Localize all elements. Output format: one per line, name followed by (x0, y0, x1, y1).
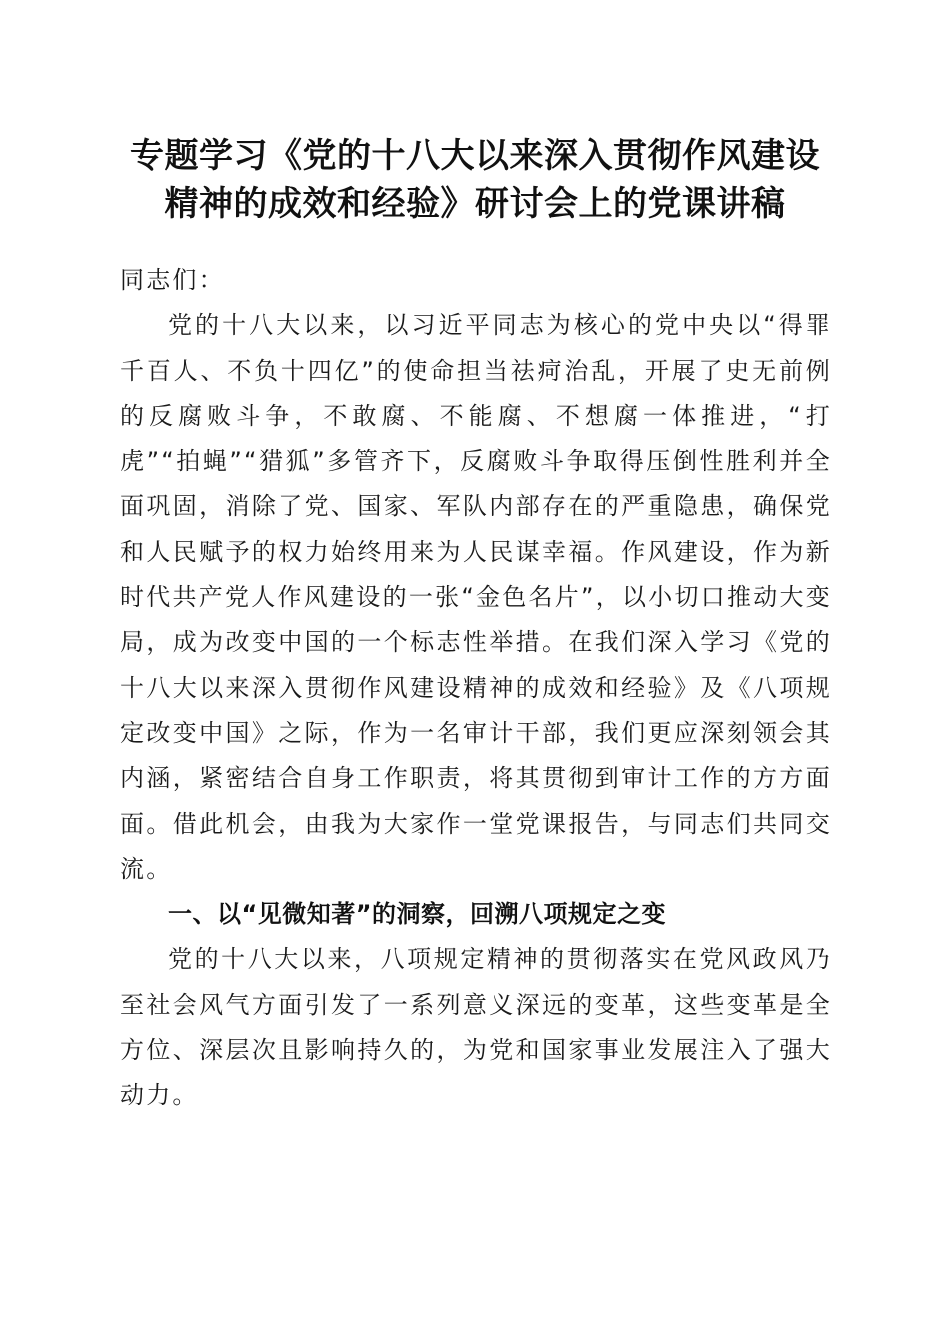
document-title (100, 132, 850, 228)
salutation: 同志们： (120, 266, 225, 294)
paragraph-section-1: 党的十八大以来，八项规定精神的贯彻落实在党风政风乃至社会风气方面引发了一系列意义深远的变革，这些变革是全方位、深层次且影响持久的，为党和国家事业发展注入了强大动力。 (120, 945, 832, 1110)
title-line-1: 专题学习《党的十八大以来深入贯彻作风建设 (130, 136, 820, 176)
section-heading-1: 一、以“见微知著”的洞察，回溯八项规定之变 (168, 900, 667, 929)
title-line-2: 精神的成效和经验》研讨会上的党课讲稿 (164, 184, 786, 224)
document-body (120, 258, 832, 1119)
paragraph-intro: 党的十八大以来，以习近平同志为核心的党中央以“得罪千百人、不负十四亿”的使命担当祛疴治乱，开展了史无前例的反腐败斗争，不敢腐、不能腐、不想腐一体推进，“打虎”“拍蝇”“猎狐”多管齐下，反腐败斗争取得压倒性胜利并全面巩固，消除了党、国家、军队内部存在的严重隐患，确保党和人民赋予的权力始终用来为人民谋幸福。作风建设，作为新时代共产党人作风建设的一张“金色名片”，以小切口推动大变局，成为改变中国的一个标志性举措。在我们深入学习《党的十八大以来深入贯彻作风建设精神的成效和经验》及《八项规定改变中国》之际，作为一名审计干部，我们更应深刻领会其内涵，紧密结合自身工作职责，将其贯彻到审计工作的方方面面。借此机会，由我为大家作一堂党课报告，与同志们共同交流。 (120, 311, 832, 883)
